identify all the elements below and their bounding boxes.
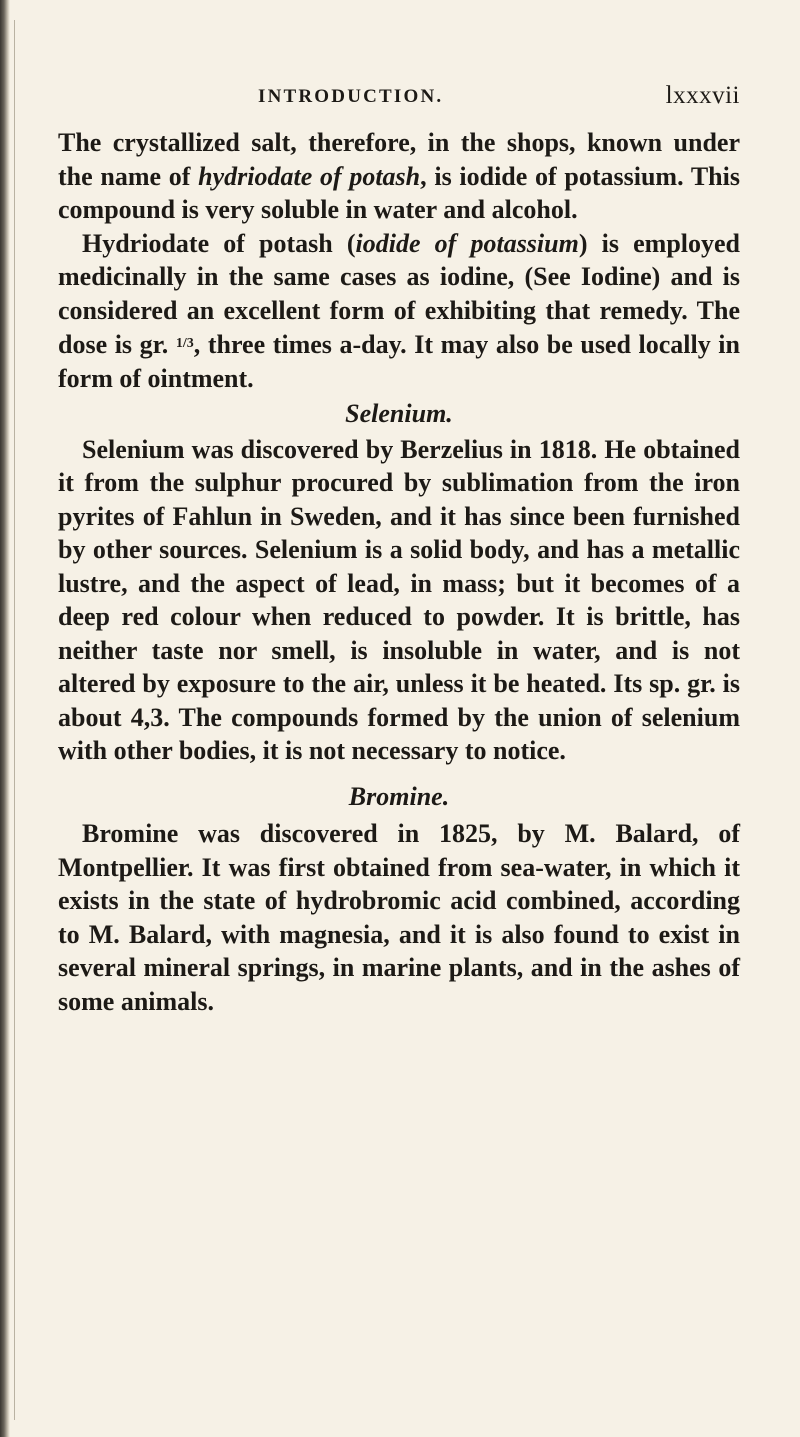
paragraph-text: , is iodide of potassium. This compound is very soluble in water and alcohol. xyxy=(58,161,740,224)
italic-term: hydriodate of potash xyxy=(198,161,421,191)
gutter-rule xyxy=(14,20,15,1420)
running-head xyxy=(58,78,740,122)
running-title: INTRODUCTION. xyxy=(258,86,444,107)
paragraph-text: , three times a-day. It may also be used locally in form of ointment. xyxy=(58,330,740,393)
italic-term: iodide of potassium xyxy=(355,228,579,258)
book-page xyxy=(58,78,740,1018)
dose-fraction: 1/3 xyxy=(175,336,194,351)
book-gutter-edge xyxy=(0,0,10,1437)
section-heading-selenium: Selenium. xyxy=(345,399,453,428)
paragraph-selenium: Selenium was discovered by Berzelius in 1818. He obtained it from the sulphur procured by sublimation from the iron pyrites of Fahlun in Sweden, and it has since been furnished by other sources. Selenium is a solid body, and has a metallic lustre, and the aspect of lead, in mass; but it becomes of a deep red colour when reduced to powder. It is brittle, has neither taste nor smell, is insoluble in water, and is not altered by exposure to the air, unless it be heated. Its sp. gr. is about 4,3. The compounds formed by the union of selenium with other bodies, it is not necessary to notice. xyxy=(58,434,740,765)
paragraph-text: The crystallized salt, therefore, in the shops, known under the name of xyxy=(58,128,740,191)
paragraph-bromine: Bromine was discovered in 1825, by M. Balard, of Montpellier. It was first obtained from sea-water, in which it exists in the state of hydrobromic acid combined, according to M. Balard, with magnesia, and it is also found to exist in several mineral springs, in marine plants, and in the ashes of some animals. xyxy=(58,819,740,1016)
paragraph-hydriodate xyxy=(58,227,740,396)
section-heading-bromine: Bromine. xyxy=(348,781,450,811)
page-body xyxy=(58,126,740,1018)
paragraph-text: ) is employed medicinally in the same cases as iodine, (See Iodine) and is considered an excellent form of exhibiting that remedy. The dose is gr. xyxy=(58,228,741,359)
page-number: lxxxvii xyxy=(665,82,740,109)
paragraph-crystallized-salt xyxy=(58,126,740,227)
paragraph-text: Hydriodate of potash ( xyxy=(82,228,356,258)
